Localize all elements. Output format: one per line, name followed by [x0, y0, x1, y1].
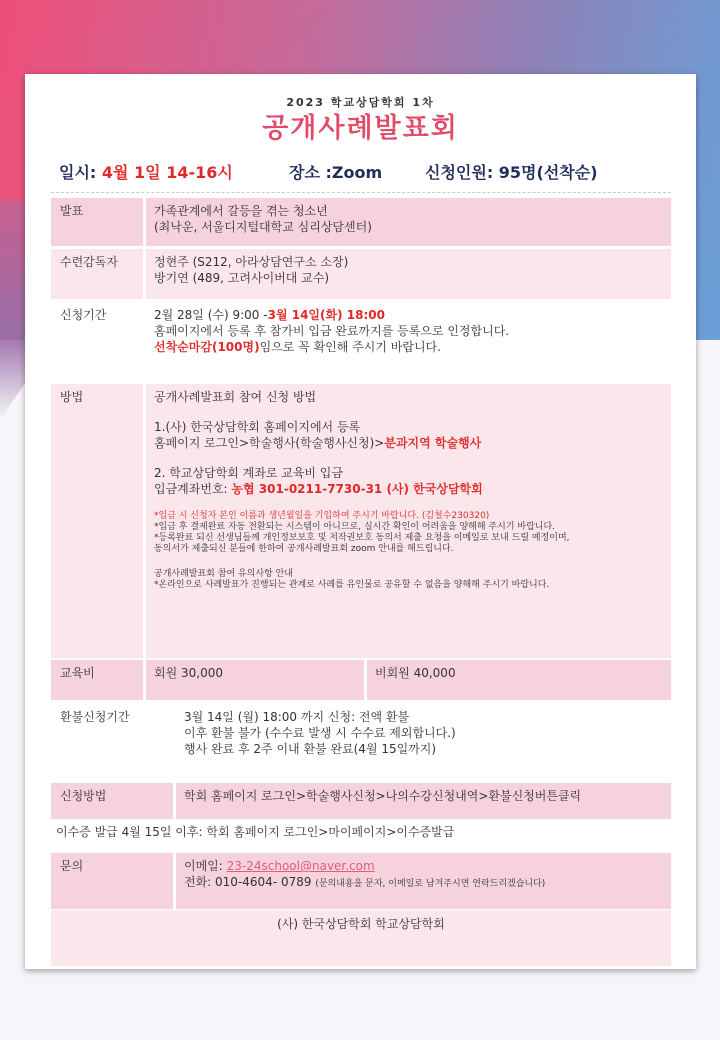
- email-link[interactable]: 23-24school@naver.com: [226, 859, 375, 873]
- flyer-card: [25, 74, 696, 969]
- row-label: 발표: [51, 198, 143, 246]
- event-info-row: [59, 160, 679, 184]
- row-label: 신청기간: [51, 302, 143, 372]
- row-presentation: [51, 198, 671, 246]
- row-contact: [51, 853, 671, 909]
- row-value: 가족관계에서 갈등을 겪는 청소년 (최낙운, 서울디지털대학교 심리상담센터): [146, 198, 671, 246]
- row-fee: [51, 660, 671, 700]
- fee-member: 회원 30,000: [146, 660, 364, 700]
- event-capacity: 신청인원: 95명(선착순): [425, 163, 598, 182]
- event-place: 장소 :Zoom: [289, 163, 383, 182]
- row-refund-method: [51, 783, 671, 819]
- row-value: 공개사례발표회 참여 신청 방법 1.(사) 한국상담학회 홈페이지에서 등록 홈페이지 로그인>학술행사(학술행사신청)>분과지역 학술행사 2. 학교상담학회 계좌로 교육비 입금 입금계좌번호: 농협 301-0211-7730-31 (사) 한국상담학회 *입금 시 신청자 본인 이름과 생년월일을 기입하여 주시기 바랍니다. (김철수230320) *입금 후 결제완료 자동 전환되는 시스템이 아니므로, 실시간 확인이 어려움을 양해해 주시기 바랍니다. *등록완료 되신 선생님들께 개인정보보호 및 저작권보호 동의서 제출 요청을 이메일로 보내 드릴 예정이며, 동의서가 제출되신 분들에 한하여 공개사례발표회 zoom 안내를 해드립니다. 공개사례발표회 참여 유의사항 안내 *온라인으로 사례발표가 진행되는 관계로 사례를 유인물로 공유할 수 없음을 양해해 주시기 바랍니다.: [146, 384, 671, 658]
- row-footer: [51, 910, 671, 966]
- row-label: 환불신청기간: [51, 704, 176, 764]
- row-label: 교육비: [51, 660, 143, 700]
- row-label: 수련감독자: [51, 249, 143, 299]
- event-title: 공개사례발표회: [262, 113, 459, 144]
- event-date: 일시: 4월 1일 14-16시: [59, 163, 233, 182]
- row-supervisor: [51, 249, 671, 299]
- certificate-text: 이수증 발급 4월 15일 이후: 학회 홈페이지 로그인>마이페이지>이수증발급: [51, 824, 671, 848]
- row-certificate: [51, 824, 671, 848]
- row-label: 방법: [51, 384, 143, 658]
- row-value: 학회 홈페이지 로그인>학술행사신청>나의수강신청내역>환불신청버튼클릭: [176, 783, 671, 819]
- row-method: [51, 384, 671, 658]
- row-label: 신청방법: [51, 783, 173, 819]
- footer-org: (사) 한국상담학회 학교상담학회: [51, 910, 671, 966]
- row-value: 3월 14일 (월) 18:00 까지 신청: 전액 환불 이후 환불 불가 (수수료 발생 시 수수료 제외합니다.) 행사 완료 후 2주 이내 환불 완료(4월 15일까지): [176, 704, 671, 764]
- row-value: 2월 28일 (수) 9:00 -3월 14일(화) 18:00 홈페이지에서 등록 후 참가비 입금 완료까지를 등록으로 인정합니다. 선착순마감(100명)임으로 꼭 확인해 주시기 바랍니다.: [146, 302, 671, 372]
- header-divider: [51, 192, 671, 193]
- row-refund: [51, 704, 671, 764]
- event-subtitle: 2023 학교상담학회 1차: [286, 96, 435, 109]
- row-value: 이메일: 23-24school@naver.com 전화: 010-4604- 0789 (문의내용을 문자, 이메일로 남겨주시면 연락드리겠습니다): [176, 853, 671, 909]
- row-value: 정현주 (S212, 아라상담연구소 소장) 방기연 (489, 고려사이버대 교수): [146, 249, 671, 299]
- row-label: 문의: [51, 853, 173, 909]
- fee-nonmember: 비회원 40,000: [367, 660, 671, 700]
- row-period: [51, 302, 671, 372]
